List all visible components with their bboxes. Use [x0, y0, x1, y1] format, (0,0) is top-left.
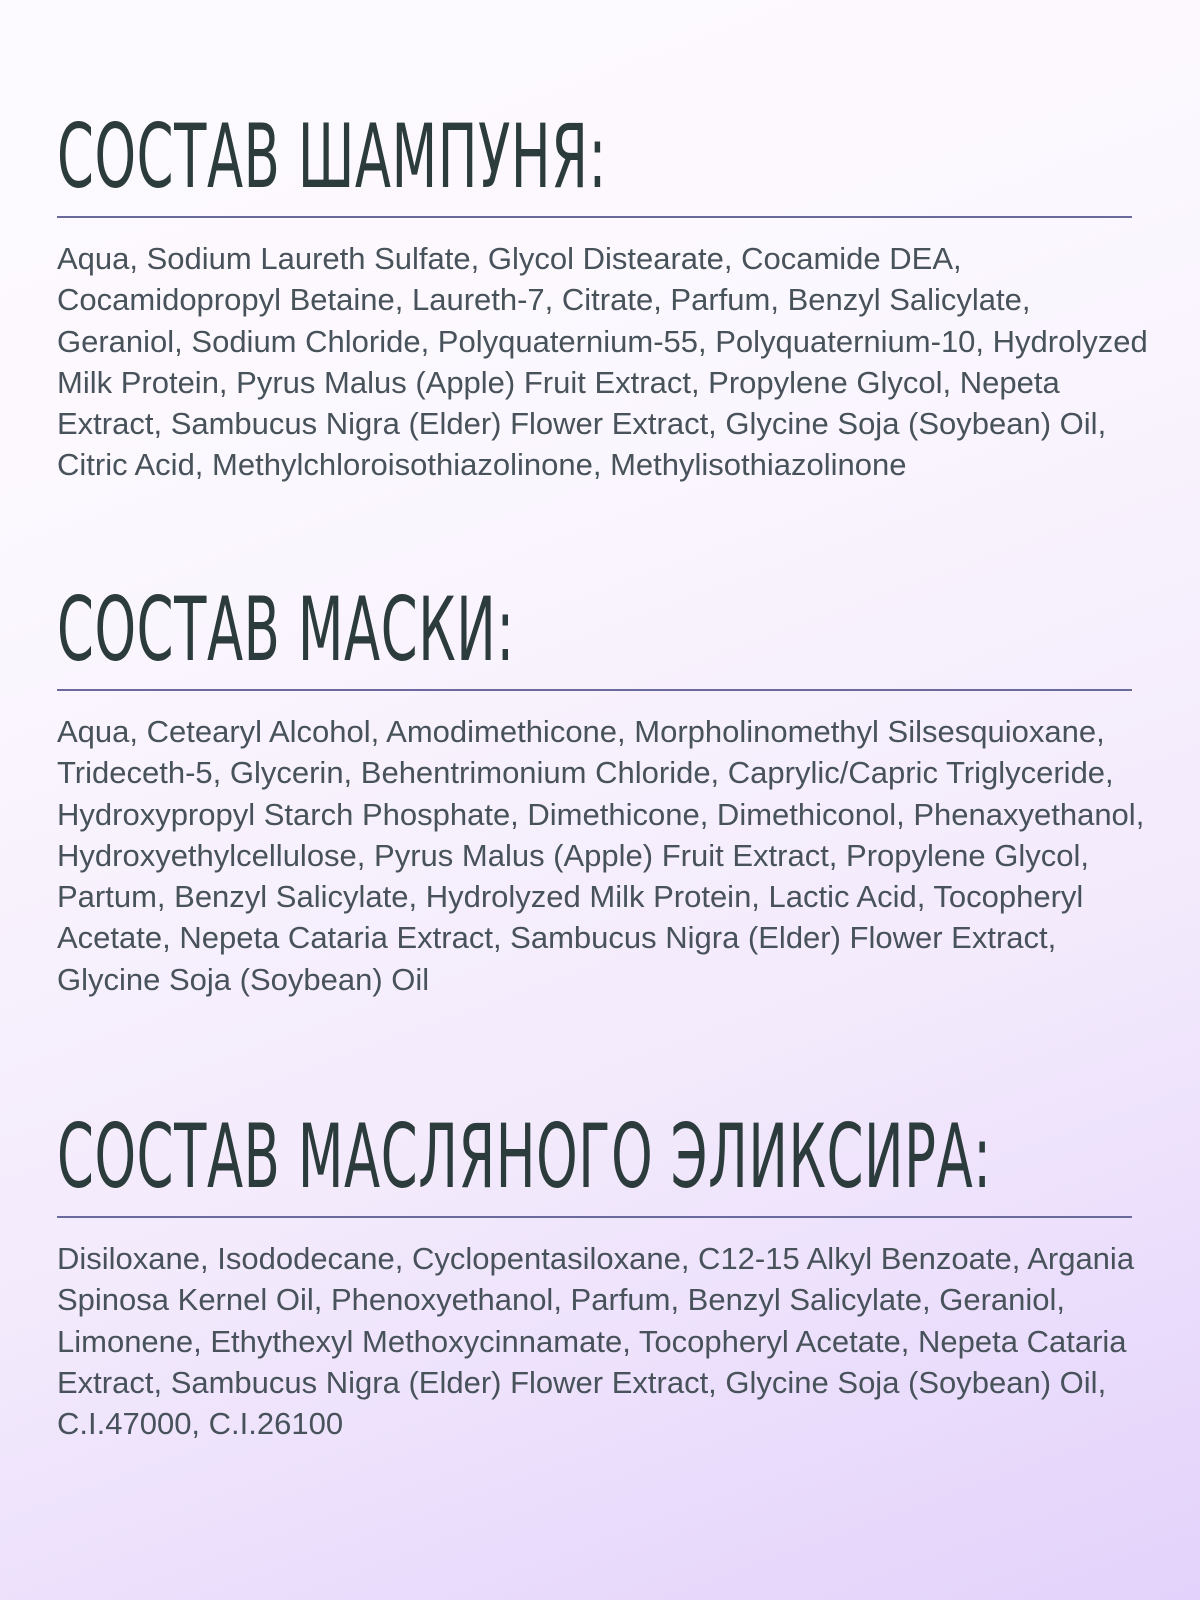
oil-elixir-composition-section: [57, 1105, 1147, 1444]
shampoo-heading: СОСТАВ ШАМПУНЯ:: [57, 105, 607, 208]
mask-composition-section: [57, 578, 1147, 1000]
oil-elixir-heading: СОСТАВ МАСЛЯНОГО ЭЛИКСИРА:: [57, 1105, 992, 1208]
mask-ingredients: Aqua, Cetearyl Alcohol, Amodimethicone, Morpholinomethyl Silsesquioxane, Trideceth-5, Glycerin, Behentrimonium Chloride, Caprylic/Capric Triglyceride, Hydroxypropyl Starch Phosphate, Dimethicone, Dimethiconol, Phenaxyethanol, Hydroxyethylcellulose, Pyrus Malus (Apple) Fruit Extract, Propylene Glycol, Partum, Benzyl Salicylate, Hydrolyzed Milk Protein, Lactic Acid, Tocopheryl Acetate, Nepeta Cataria Extract, Sambucus Nigra (Elder) Flower Extract, Glycine Soja (Soybean) Oil: [57, 714, 1145, 997]
divider: [57, 1216, 1132, 1218]
mask-heading: СОСТАВ МАСКИ:: [57, 578, 515, 681]
shampoo-composition-section: [57, 105, 1148, 486]
shampoo-ingredients: Aqua, Sodium Laureth Sulfate, Glycol Distearate, Cocamide DEA, Cocamidopropyl Betaine, Laureth-7, Citrate, Parfum, Benzyl Salicylate, Geraniol, Sodium Chloride, Polyquaternium-55, Polyquaternium-10, Hydrolyzed Milk Protein, Pyrus Malus (Apple) Fruit Extract, Propylene Glycol, Nepeta Extract, Sambucus Nigra (Elder) Flower Extract, Glycine Soja (Soybean) Oil, Citric Acid, Methylchloroisothiazolinone, Methylisothiazolinone: [57, 241, 1148, 483]
divider: [57, 689, 1132, 691]
heading-container: [57, 578, 1147, 681]
divider: [57, 216, 1132, 218]
oil-elixir-ingredients: Disiloxane, Isododecane, Cyclopentasiloxane, C12-15 Alkyl Benzoate, Argania Spinosa Kernel Oil, Phenoxyethanol, Parfum, Benzyl Salicylate, Geraniol, Limonene, Ethythexyl Methoxycinnamate, Tocopheryl Acetate, Nepeta Cataria Extract, Sambucus Nigra (Elder) Flower Extract, Glycine Soja (Soybean) Oil, C.I.47000, C.I.26100: [57, 1241, 1135, 1442]
heading-container: [57, 1105, 1147, 1208]
heading-container: [57, 105, 1147, 208]
